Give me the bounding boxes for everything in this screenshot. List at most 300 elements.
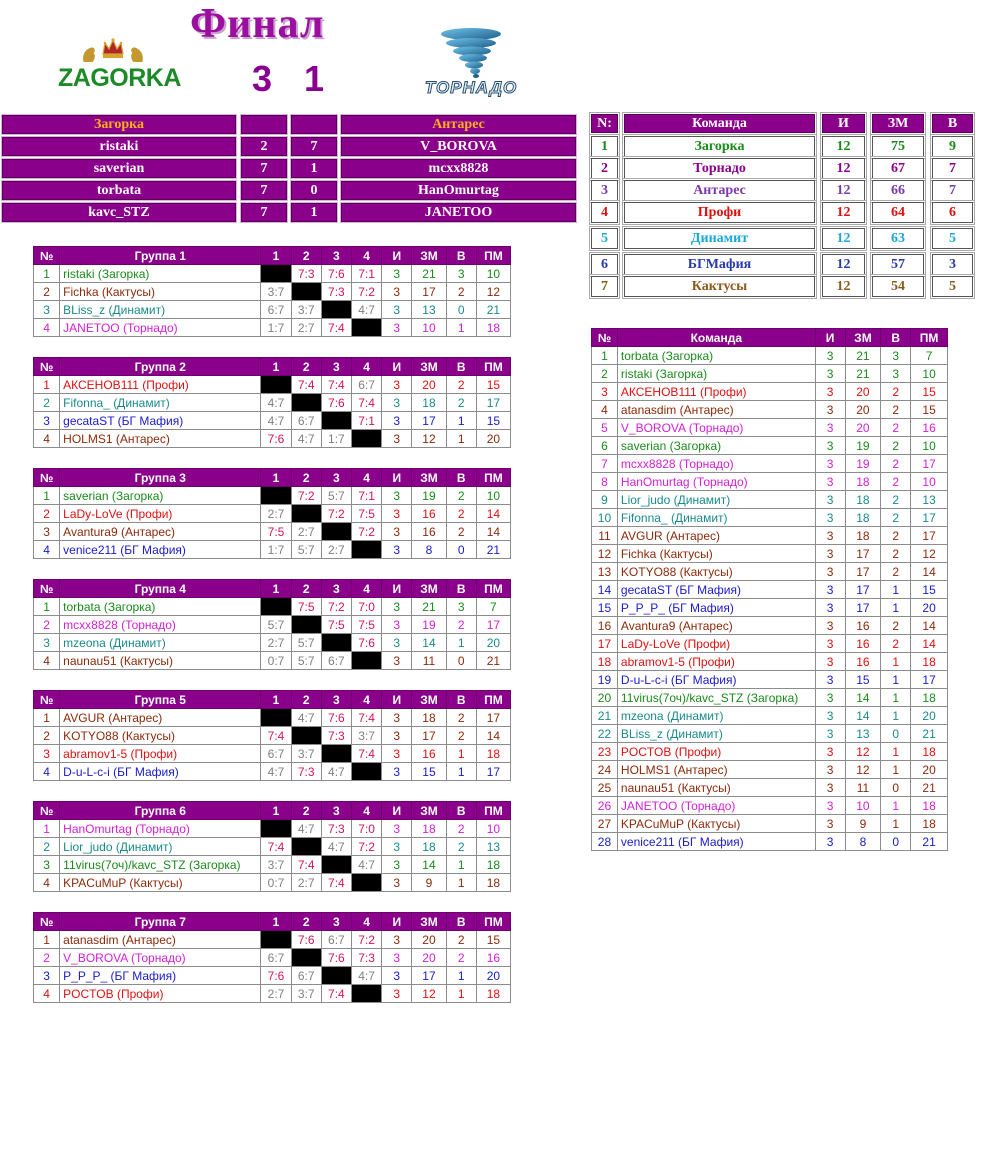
- ranking-name: abramov1-5 (Профи): [617, 653, 815, 671]
- ranking-zm: 12: [845, 743, 881, 761]
- ranking-zm: 14: [845, 689, 881, 707]
- ranking-i: 3: [815, 779, 845, 797]
- ranking-n: 17: [592, 635, 618, 653]
- stat-v: 2: [446, 838, 476, 856]
- row-number: 1: [34, 820, 60, 838]
- table-row: [592, 707, 948, 725]
- standings-zm-cell: 54: [872, 276, 924, 297]
- stat-i: 3: [382, 394, 412, 412]
- ranking-i: 3: [815, 419, 845, 437]
- self-match-cell: [351, 430, 381, 448]
- ranking-i: 3: [815, 707, 845, 725]
- match-score: 4:7: [321, 763, 351, 781]
- stat-i: 3: [382, 949, 412, 967]
- ranking-pm: 14: [911, 563, 948, 581]
- ranking-name: mzeona (Динамит): [617, 707, 815, 725]
- match-score: 4:7: [351, 301, 381, 319]
- row-number: 2: [34, 838, 60, 856]
- group-header-cell: ПМ: [476, 691, 510, 709]
- stat-zm: 17: [412, 412, 446, 430]
- stat-zm: 18: [412, 709, 446, 727]
- table-row: [592, 833, 948, 851]
- standings-v-cell: 7: [932, 158, 973, 179]
- self-match-cell: [291, 838, 321, 856]
- row-number: 1: [34, 265, 60, 283]
- ranking-zm: 16: [845, 617, 881, 635]
- group-header-row: [34, 247, 511, 265]
- player-name: D-u-L-c-i (БГ Мафия): [60, 763, 261, 781]
- self-match-cell: [291, 949, 321, 967]
- group-table: [33, 801, 511, 892]
- match-score: 5:7: [291, 634, 321, 652]
- ranking-n: 15: [592, 599, 618, 617]
- final-b-cell: 1: [291, 203, 337, 222]
- match-score: 7:6: [321, 265, 351, 283]
- stat-i: 3: [382, 820, 412, 838]
- match-score: 2:7: [261, 985, 291, 1003]
- standings-i-cell: 12: [822, 136, 865, 157]
- match-score: 4:7: [321, 838, 351, 856]
- group-header-cell: 4: [351, 802, 381, 820]
- stat-pm: 20: [476, 967, 510, 985]
- group-header-cell: 3: [321, 247, 351, 265]
- self-match-cell: [291, 505, 321, 523]
- ranking-pm: 18: [911, 797, 948, 815]
- ranking-n: 11: [592, 527, 618, 545]
- table-row: [34, 616, 511, 634]
- group-header-cell: В: [446, 802, 476, 820]
- group-header-cell: 3: [321, 913, 351, 931]
- self-match-cell: [261, 598, 291, 616]
- stat-zm: 15: [412, 763, 446, 781]
- stat-i: 3: [382, 319, 412, 337]
- self-match-cell: [351, 652, 381, 670]
- match-score: 7:2: [351, 523, 381, 541]
- ranking-name: HOLMS1 (Антарес): [617, 761, 815, 779]
- group-header-cell: ПМ: [476, 469, 510, 487]
- group-header-cell: 3: [321, 358, 351, 376]
- ranking-i: 3: [815, 473, 845, 491]
- self-match-cell: [261, 376, 291, 394]
- group-header-cell: Группа 5: [60, 691, 261, 709]
- ranking-zm: 18: [845, 527, 881, 545]
- row-number: 3: [34, 301, 60, 319]
- group-header-cell: И: [382, 358, 412, 376]
- stat-v: 2: [446, 376, 476, 394]
- ranking-n: 2: [592, 365, 618, 383]
- stat-i: 3: [382, 541, 412, 559]
- player-name: KOTYO88 (Кактусы): [60, 727, 261, 745]
- standings-team-cell: Загорка: [624, 136, 815, 157]
- group-header-cell: ПМ: [476, 913, 510, 931]
- final-left-cell: ristaki: [2, 137, 236, 156]
- standings-zm-cell: 75: [872, 136, 924, 157]
- group-header-cell: ЗМ: [412, 469, 446, 487]
- player-name: 11virus(7оч)/kavc_STZ (Загорка): [60, 856, 261, 874]
- ranking-i: 3: [815, 617, 845, 635]
- self-match-cell: [321, 301, 351, 319]
- final-away-team: Антарес: [341, 115, 576, 134]
- ranking-pm: 10: [911, 437, 948, 455]
- ranking-v: 2: [881, 455, 911, 473]
- stat-i: 3: [382, 838, 412, 856]
- table-row: [34, 265, 511, 283]
- ranking-pm: 14: [911, 617, 948, 635]
- stat-pm: 13: [476, 838, 510, 856]
- ranking-zm: 13: [845, 725, 881, 743]
- table-row: [592, 455, 948, 473]
- match-score: 7:6: [351, 634, 381, 652]
- final-b-cell: 7: [291, 137, 337, 156]
- match-score: 6:7: [261, 949, 291, 967]
- ranking-v: 3: [881, 347, 911, 365]
- row-number: 4: [34, 541, 60, 559]
- stat-zm: 17: [412, 967, 446, 985]
- final-b-cell: 0: [291, 181, 337, 200]
- ranking-zm: 11: [845, 779, 881, 797]
- match-score: 7:4: [321, 874, 351, 892]
- stat-zm: 20: [412, 376, 446, 394]
- group-header-cell: 4: [351, 913, 381, 931]
- match-score: 7:4: [351, 394, 381, 412]
- table-row: [592, 725, 948, 743]
- stat-pm: 18: [476, 319, 510, 337]
- match-score: 7:6: [291, 931, 321, 949]
- stat-pm: 20: [476, 430, 510, 448]
- match-score: 7:4: [291, 856, 321, 874]
- player-name: Fichka (Кактусы): [60, 283, 261, 301]
- stat-v: 2: [446, 505, 476, 523]
- group-header-cell: Группа 1: [60, 247, 261, 265]
- ranking-n: 21: [592, 707, 618, 725]
- match-score: 3:7: [261, 856, 291, 874]
- stat-pm: 18: [476, 874, 510, 892]
- table-row: [34, 652, 511, 670]
- stat-v: 0: [446, 301, 476, 319]
- row-number: 3: [34, 523, 60, 541]
- row-number: 2: [34, 283, 60, 301]
- standings-i-cell: 12: [822, 202, 865, 223]
- ranking-zm: 12: [845, 761, 881, 779]
- group-header-cell: 2: [291, 913, 321, 931]
- stat-zm: 20: [412, 949, 446, 967]
- stat-i: 3: [382, 265, 412, 283]
- standings-header-cell: Команда: [624, 114, 815, 133]
- ranking-name: BLiss_z (Динамит): [617, 725, 815, 743]
- ranking-zm: 18: [845, 491, 881, 509]
- ranking-zm: 19: [845, 455, 881, 473]
- player-name: V_BOROVA (Торнадо): [60, 949, 261, 967]
- stat-zm: 11: [412, 652, 446, 670]
- ranking-zm: 15: [845, 671, 881, 689]
- ranking-table: [591, 328, 948, 851]
- stat-i: 3: [382, 967, 412, 985]
- table-row: [34, 709, 511, 727]
- match-score: 7:4: [351, 745, 381, 763]
- match-score: 4:7: [291, 820, 321, 838]
- group-header-cell: 4: [351, 247, 381, 265]
- ranking-name: Fichka (Кактусы): [617, 545, 815, 563]
- final-a-cell: 7: [241, 203, 287, 222]
- final-right-cell: mcxx8828: [341, 159, 576, 178]
- match-score: 6:7: [321, 931, 351, 949]
- standings-v-cell: 5: [932, 276, 973, 297]
- stat-i: 3: [382, 376, 412, 394]
- row-number: 1: [34, 376, 60, 394]
- row-number: 3: [34, 745, 60, 763]
- ranking-i: 3: [815, 833, 845, 851]
- group-table: [33, 246, 511, 337]
- stat-i: 3: [382, 283, 412, 301]
- match-score: 7:4: [321, 985, 351, 1003]
- stat-i: 3: [382, 727, 412, 745]
- stat-v: 2: [446, 949, 476, 967]
- ranking-name: AVGUR (Антарес): [617, 527, 815, 545]
- group-header-cell: 1: [261, 802, 291, 820]
- table-row: [592, 473, 948, 491]
- group-header-cell: 2: [291, 580, 321, 598]
- self-match-cell: [261, 820, 291, 838]
- page-title: Финал: [190, 1, 325, 47]
- ranking-n: 1: [592, 347, 618, 365]
- stat-i: 3: [382, 505, 412, 523]
- stat-zm: 17: [412, 283, 446, 301]
- player-name: AVGUR (Антарес): [60, 709, 261, 727]
- group-header-cell: №: [34, 358, 60, 376]
- table-row: [592, 509, 948, 527]
- final-right-cell: JANETOO: [341, 203, 576, 222]
- standings-header-cell: ЗМ: [872, 114, 924, 133]
- match-score: 4:7: [291, 709, 321, 727]
- table-row: [592, 779, 948, 797]
- stat-zm: 12: [412, 985, 446, 1003]
- match-score: 7:6: [321, 394, 351, 412]
- stat-zm: 17: [412, 727, 446, 745]
- stat-pm: 17: [476, 709, 510, 727]
- stat-v: 0: [446, 541, 476, 559]
- group-header-cell: И: [382, 802, 412, 820]
- ranking-v: 2: [881, 473, 911, 491]
- ranking-i: 3: [815, 545, 845, 563]
- ranking-i: 3: [815, 671, 845, 689]
- group-header-cell: И: [382, 580, 412, 598]
- player-name: naunau51 (Кактусы): [60, 652, 261, 670]
- ranking-pm: 17: [911, 671, 948, 689]
- ranking-i: 3: [815, 347, 845, 365]
- table-row: [592, 761, 948, 779]
- group-header-cell: ПМ: [476, 247, 510, 265]
- table-row: [34, 412, 511, 430]
- match-score: 7:5: [351, 616, 381, 634]
- ranking-v: 1: [881, 581, 911, 599]
- ranking-header-cell: ЗМ: [845, 329, 881, 347]
- match-score: 7:4: [261, 727, 291, 745]
- standings-team-cell: Динамит: [624, 228, 815, 249]
- row-number: 3: [34, 967, 60, 985]
- stat-pm: 14: [476, 523, 510, 541]
- table-row: [592, 581, 948, 599]
- group-header-cell: Группа 2: [60, 358, 261, 376]
- table-row: [592, 545, 948, 563]
- self-match-cell: [351, 763, 381, 781]
- stat-pm: 15: [476, 376, 510, 394]
- group-header-cell: 3: [321, 580, 351, 598]
- group-header-row: [34, 358, 511, 376]
- ranking-zm: 18: [845, 473, 881, 491]
- table-row: [34, 319, 511, 337]
- ranking-header-cell: Команда: [617, 329, 815, 347]
- group-header-cell: ЗМ: [412, 802, 446, 820]
- match-score: 7:4: [321, 319, 351, 337]
- ranking-v: 2: [881, 527, 911, 545]
- group-header-cell: 4: [351, 580, 381, 598]
- standings-team-cell: Кактусы: [624, 276, 815, 297]
- ranking-name: ristaki (Загорка): [617, 365, 815, 383]
- ranking-i: 3: [815, 491, 845, 509]
- ranking-v: 1: [881, 743, 911, 761]
- table-row: [34, 949, 511, 967]
- ranking-n: 26: [592, 797, 618, 815]
- ranking-i: 3: [815, 563, 845, 581]
- group-header-cell: 2: [291, 358, 321, 376]
- match-score: 2:7: [291, 523, 321, 541]
- ranking-n: 24: [592, 761, 618, 779]
- ranking-pm: 18: [911, 653, 948, 671]
- stat-zm: 18: [412, 838, 446, 856]
- match-score: 5:7: [291, 652, 321, 670]
- final-left-cell: kavc_STZ: [2, 203, 236, 222]
- stat-zm: 8: [412, 541, 446, 559]
- ranking-name: P_P_P_ (БГ Мафия): [617, 599, 815, 617]
- ranking-v: 2: [881, 545, 911, 563]
- group-table: [33, 468, 511, 559]
- group-header-cell: И: [382, 247, 412, 265]
- table-row: [34, 394, 511, 412]
- stat-pm: 10: [476, 265, 510, 283]
- stat-pm: 21: [476, 652, 510, 670]
- ranking-v: 2: [881, 491, 911, 509]
- ranking-zm: 17: [845, 599, 881, 617]
- standings-v-cell: 9: [932, 136, 973, 157]
- standings-v-cell: 3: [932, 254, 973, 275]
- tornado-logo: [416, 26, 526, 102]
- ranking-pm: 13: [911, 491, 948, 509]
- stat-i: 3: [382, 523, 412, 541]
- ranking-pm: 14: [911, 635, 948, 653]
- ranking-pm: 18: [911, 743, 948, 761]
- table-row: [34, 598, 511, 616]
- self-match-cell: [321, 745, 351, 763]
- row-number: 2: [34, 616, 60, 634]
- ranking-zm: 21: [845, 365, 881, 383]
- ranking-n: 23: [592, 743, 618, 761]
- ranking-zm: 17: [845, 545, 881, 563]
- ranking-name: LaDy-LoVe (Профи): [617, 635, 815, 653]
- table-row: [592, 383, 948, 401]
- ranking-name: naunau51 (Кактусы): [617, 779, 815, 797]
- final-left-cell: torbata: [2, 181, 236, 200]
- player-name: HanOmurtag (Торнадо): [60, 820, 261, 838]
- match-score: 7:6: [261, 430, 291, 448]
- match-score: 7:5: [351, 505, 381, 523]
- row-number: 4: [34, 319, 60, 337]
- match-score: 7:4: [291, 376, 321, 394]
- self-match-cell: [351, 541, 381, 559]
- match-score: 2:7: [291, 874, 321, 892]
- match-score: 5:7: [261, 616, 291, 634]
- player-name: torbata (Загорка): [60, 598, 261, 616]
- group-header-cell: 1: [261, 469, 291, 487]
- group-header-cell: В: [446, 691, 476, 709]
- table-row: [592, 689, 948, 707]
- ranking-name: gecataST (БГ Мафия): [617, 581, 815, 599]
- player-name: atanasdim (Антарес): [60, 931, 261, 949]
- ranking-v: 1: [881, 761, 911, 779]
- ranking-n: 19: [592, 671, 618, 689]
- ranking-n: 16: [592, 617, 618, 635]
- ranking-header-row: [592, 329, 948, 347]
- stat-i: 3: [382, 652, 412, 670]
- score-away: 1: [304, 58, 325, 99]
- stat-v: 0: [446, 652, 476, 670]
- group-header-cell: 2: [291, 802, 321, 820]
- stat-pm: 15: [476, 412, 510, 430]
- final-head-blank: [241, 115, 287, 134]
- player-name: BLiss_z (Динамит): [60, 301, 261, 319]
- ranking-v: 0: [881, 833, 911, 851]
- ranking-n: 4: [592, 401, 618, 419]
- group-header-cell: 1: [261, 358, 291, 376]
- ranking-i: 3: [815, 635, 845, 653]
- ranking-zm: 18: [845, 509, 881, 527]
- self-match-cell: [291, 616, 321, 634]
- self-match-cell: [261, 487, 291, 505]
- player-name: P_P_P_ (БГ Мафия): [60, 967, 261, 985]
- player-name: KPACuMuP (Кактусы): [60, 874, 261, 892]
- group-header-cell: ПМ: [476, 802, 510, 820]
- group-header-cell: 4: [351, 691, 381, 709]
- ranking-zm: 8: [845, 833, 881, 851]
- match-score: 2:7: [261, 634, 291, 652]
- stat-v: 2: [446, 283, 476, 301]
- table-row: [34, 634, 511, 652]
- ranking-zm: 20: [845, 401, 881, 419]
- ranking-pm: 12: [911, 545, 948, 563]
- group-header-cell: ЗМ: [412, 580, 446, 598]
- stat-pm: 15: [476, 931, 510, 949]
- ranking-name: V_BOROVA (Торнадо): [617, 419, 815, 437]
- ranking-v: 0: [881, 779, 911, 797]
- stat-v: 1: [446, 634, 476, 652]
- row-number: 4: [34, 652, 60, 670]
- final-right-cell: HanOmurtag: [341, 181, 576, 200]
- player-name: mcxx8828 (Торнадо): [60, 616, 261, 634]
- stat-v: 1: [446, 319, 476, 337]
- ranking-i: 3: [815, 743, 845, 761]
- match-score: 0:7: [261, 652, 291, 670]
- table-row: [34, 430, 511, 448]
- stat-v: 2: [446, 487, 476, 505]
- ranking-pm: 10: [911, 473, 948, 491]
- row-number: 4: [34, 763, 60, 781]
- player-name: gecataST (БГ Мафия): [60, 412, 261, 430]
- stat-zm: 13: [412, 301, 446, 319]
- ranking-zm: 10: [845, 797, 881, 815]
- ranking-name: АКСЕНОВ111 (Профи): [617, 383, 815, 401]
- row-number: 3: [34, 634, 60, 652]
- table-row: [592, 347, 948, 365]
- ranking-header-cell: И: [815, 329, 845, 347]
